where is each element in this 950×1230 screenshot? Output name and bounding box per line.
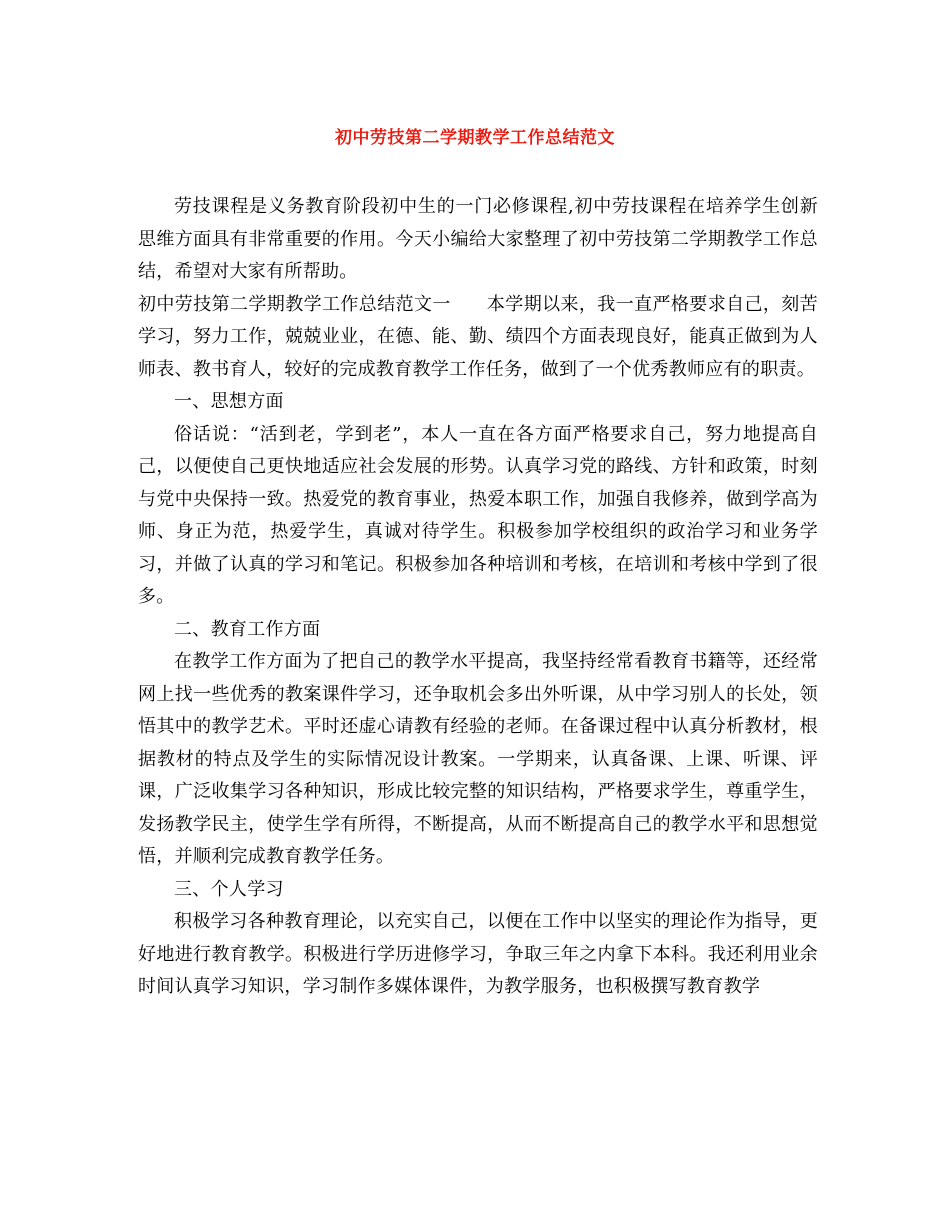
- heading-personal-study: 三、个人学习: [174, 878, 284, 900]
- intro-paragraph: 劳技课程是义务教育阶段初中生的一门必修课程,初中劳技课程在培养学生创新思维方面具有非常重要的作用。今天小编给大家整理了初中劳技第二学期教学工作总结，希望对大家有所帮助。: [138, 196, 818, 282]
- section-intro-paragraph: [138, 289, 818, 387]
- paragraph-personal-study: 积极学习各种教育理论，以充实自己，以便在工作中以坚实的理论作为指导，更好地进行教育教学。积极进行学历进修学习，争取三年之内拿下本科。我还利用业余时间认真学习知识，学习制作多媒体课件，为教学服务，也积极撰写教育教学: [138, 911, 818, 997]
- paragraph-teaching: 在教学工作方面为了把自己的教学水平提高，我坚持经常看教育书籍等，还经常网上找一些优秀的教案课件学习，还争取机会多出外听课，从中学习别人的长处，领悟其中的教学艺术。平时还虚心请教有经验的老师。在备课过程中认真分析教材，根据教材的特点及学生的实际情况设计教案。一学期来，认真备课、上课、听课、评课，广泛收集学习各种知识，形成比较完整的知识结构，严格要求学生，尊重学生，发扬教学民主，使学生学有所得，不断提高，从而不断提高自己的教学水平和思想觉悟，并顺利完成教育教学任务。: [138, 651, 818, 867]
- section-intro-text: 本学期以来，我一直严格要求自己，刻苦学习，努力工作，兢兢业业，在德、能、勤、绩四个方面表现良好，能真正做到为人师表、教书育人，较好的完成教育教学工作任务，做到了一个优秀教师应有的职责。: [138, 293, 818, 380]
- document-title: 初中劳技第二学期教学工作总结范文: [335, 128, 615, 148]
- document-body: [138, 191, 818, 1004]
- paragraph-thoughts: 俗话说：“活到老，学到老”，本人一直在各方面严格要求自己，努力地提高自己，以便使自己更快地适应社会发展的形势。认真学习党的路线、方针和政策，时刻与党中央保持一致。热爱党的教育事业，热爱本职工作，加强自我修养，做到学高为师、身正为范，热爱学生，真诚对待学生。积极参加学校组织的政治学习和业务学习，并做了认真的学习和笔记。积极参加各种培训和考核，在培训和考核中学到了很多。: [138, 423, 818, 607]
- heading-thoughts: 一、思想方面: [174, 391, 284, 412]
- section-title: 初中劳技第二学期教学工作总结范文一: [138, 293, 451, 315]
- heading-teaching: 二、教育工作方面: [174, 618, 321, 640]
